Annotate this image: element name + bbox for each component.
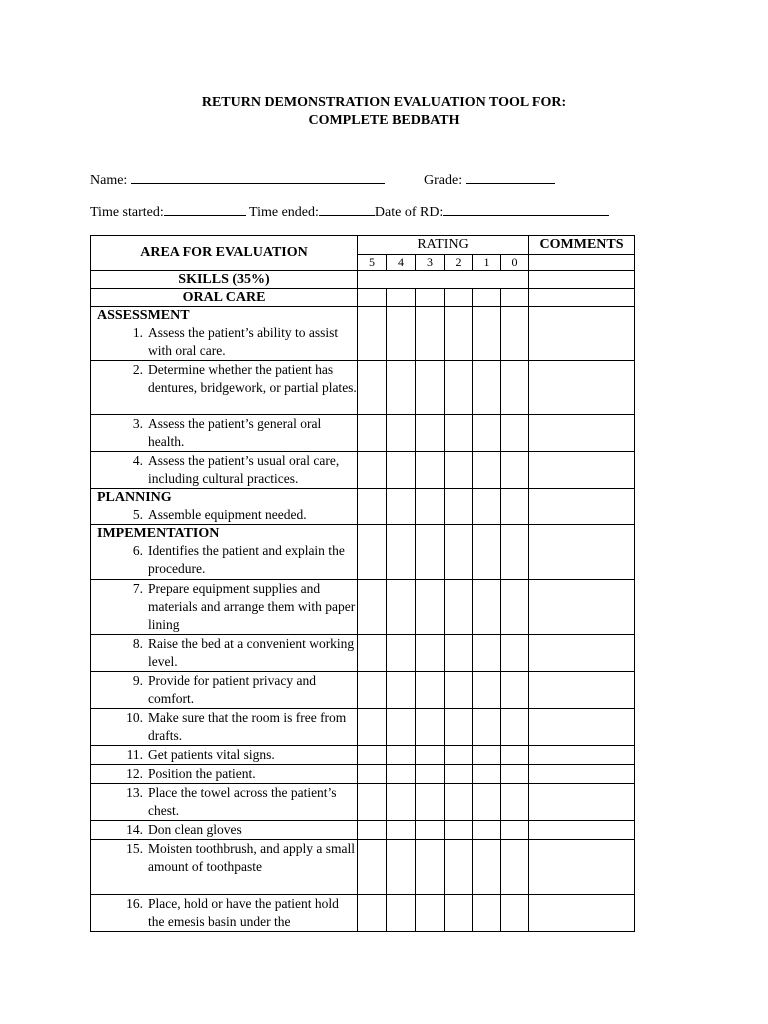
section-heading: PLANNING bbox=[97, 490, 172, 505]
grade-field bbox=[424, 171, 555, 189]
list-item bbox=[91, 361, 357, 397]
item-number: 15. bbox=[126, 841, 143, 856]
list-item bbox=[91, 840, 357, 876]
rating-scale-4: 4 bbox=[387, 255, 416, 271]
table-row bbox=[91, 746, 635, 765]
rating-cell-1[interactable] bbox=[473, 672, 501, 709]
name-blank[interactable] bbox=[131, 171, 385, 184]
list-item bbox=[91, 709, 357, 745]
rating-cell-3[interactable] bbox=[416, 765, 445, 784]
item-number: 1. bbox=[132, 325, 143, 340]
rating-cell-3[interactable] bbox=[416, 580, 445, 635]
rating-header: RATING bbox=[358, 236, 529, 255]
evaluation-item-cell bbox=[91, 784, 358, 821]
item-number: 7. bbox=[132, 581, 143, 596]
rating-cell-3[interactable] bbox=[416, 821, 445, 840]
rating-cell-3[interactable] bbox=[416, 525, 445, 580]
evaluation-item-cell bbox=[91, 307, 358, 361]
evaluation-item-cell bbox=[91, 580, 358, 635]
category-label: ORAL CARE bbox=[91, 289, 358, 307]
rating-cell-3[interactable] bbox=[416, 307, 445, 361]
evaluation-item-cell bbox=[91, 361, 358, 415]
table-row bbox=[91, 672, 635, 709]
list-item bbox=[91, 506, 357, 524]
rating-cell-5[interactable] bbox=[358, 307, 387, 361]
rating-cell-2[interactable] bbox=[445, 840, 473, 895]
rating-scale-0: 0 bbox=[501, 255, 529, 271]
rating-cell-2[interactable] bbox=[445, 580, 473, 635]
rating-cell-4[interactable] bbox=[387, 307, 416, 361]
item-number: 6. bbox=[132, 543, 143, 558]
item-number: 3. bbox=[132, 416, 143, 431]
rating-cell-2[interactable] bbox=[445, 672, 473, 709]
rating-cell-3[interactable] bbox=[416, 840, 445, 895]
item-number: 10. bbox=[126, 710, 143, 725]
evaluation-table bbox=[90, 235, 635, 932]
rating-cell-1[interactable] bbox=[473, 525, 501, 580]
rating-cell-2[interactable] bbox=[445, 784, 473, 821]
rating-cell-1[interactable] bbox=[473, 361, 501, 415]
rating-cell-5[interactable] bbox=[358, 672, 387, 709]
comments-cell[interactable] bbox=[529, 307, 635, 361]
rating-cell-3[interactable] bbox=[416, 672, 445, 709]
item-text: Place the towel across the patient’s chest. bbox=[148, 785, 337, 818]
item-text: Determine whether the patient has dentures, bridgework, or partial plates. bbox=[148, 362, 357, 395]
rating-scale-1: 1 bbox=[473, 255, 501, 271]
evaluation-item-cell bbox=[91, 765, 358, 784]
rating-cell-2[interactable] bbox=[445, 361, 473, 415]
table-row bbox=[91, 452, 635, 489]
category-comments-cell bbox=[529, 289, 635, 307]
rating-cell-2[interactable] bbox=[445, 765, 473, 784]
evaluation-item-cell bbox=[91, 840, 358, 895]
table-row bbox=[91, 580, 635, 635]
list-item bbox=[91, 821, 357, 839]
comments-cell[interactable] bbox=[529, 746, 635, 765]
rating-cell-4[interactable] bbox=[387, 489, 416, 525]
item-text: Place, hold or have the patient hold the emesis basin under the bbox=[148, 896, 339, 929]
comments-cell[interactable] bbox=[529, 672, 635, 709]
skills-rating-cell bbox=[358, 271, 529, 289]
comments-cell[interactable] bbox=[529, 765, 635, 784]
time-ended-blank[interactable] bbox=[319, 203, 375, 216]
rating-cell-0[interactable] bbox=[501, 580, 529, 635]
rating-cell-0[interactable] bbox=[501, 784, 529, 821]
rating-cell-5[interactable] bbox=[358, 784, 387, 821]
rating-cell-4[interactable] bbox=[387, 765, 416, 784]
rating-cell-3[interactable] bbox=[416, 895, 445, 932]
rating-cell-1[interactable] bbox=[473, 307, 501, 361]
list-item bbox=[91, 765, 357, 783]
list-item bbox=[91, 415, 357, 451]
evaluation-item-cell bbox=[91, 672, 358, 709]
table-row bbox=[91, 895, 635, 932]
rating-cell-1[interactable] bbox=[473, 635, 501, 672]
comments-cell[interactable] bbox=[529, 784, 635, 821]
rating-cell-4[interactable] bbox=[387, 709, 416, 746]
table-row bbox=[91, 784, 635, 821]
table-row bbox=[91, 361, 635, 415]
list-item bbox=[91, 580, 357, 634]
list-item bbox=[91, 542, 357, 578]
rating-cell-2[interactable] bbox=[445, 489, 473, 525]
item-text: Assess the patient’s ability to assist with oral care. bbox=[148, 325, 339, 358]
table-row bbox=[91, 525, 635, 580]
comments-cell[interactable] bbox=[529, 821, 635, 840]
time-started-blank[interactable] bbox=[164, 203, 246, 216]
item-text: Provide for patient privacy and comfort. bbox=[148, 673, 316, 706]
comments-cell[interactable] bbox=[529, 452, 635, 489]
item-number: 4. bbox=[132, 453, 143, 468]
rating-cell-4[interactable] bbox=[387, 580, 416, 635]
rating-cell-2[interactable] bbox=[445, 709, 473, 746]
item-text: Get patients vital signs. bbox=[148, 747, 275, 762]
comments-cell[interactable] bbox=[529, 525, 635, 580]
rating-cell-3[interactable] bbox=[416, 452, 445, 489]
rating-cell-4[interactable] bbox=[387, 361, 416, 415]
rating-cell-5[interactable] bbox=[358, 821, 387, 840]
item-number: 11. bbox=[126, 747, 143, 762]
category-rating-cell bbox=[358, 289, 387, 307]
rating-cell-0[interactable] bbox=[501, 672, 529, 709]
table-row bbox=[91, 415, 635, 452]
rating-cell-0[interactable] bbox=[501, 307, 529, 361]
rating-cell-4[interactable] bbox=[387, 415, 416, 452]
rating-cell-1[interactable] bbox=[473, 821, 501, 840]
rating-cell-5[interactable] bbox=[358, 489, 387, 525]
item-text: Assemble equipment needed. bbox=[148, 507, 307, 522]
rating-cell-2[interactable] bbox=[445, 635, 473, 672]
rating-cell-0[interactable] bbox=[501, 840, 529, 895]
rating-cell-5[interactable] bbox=[358, 746, 387, 765]
comments-header-blank bbox=[529, 255, 635, 271]
rating-cell-0[interactable] bbox=[501, 821, 529, 840]
rating-cell-3[interactable] bbox=[416, 415, 445, 452]
item-text: Raise the bed at a convenient working level. bbox=[148, 636, 355, 669]
list-item bbox=[91, 452, 357, 488]
rating-cell-4[interactable] bbox=[387, 635, 416, 672]
evaluation-item-cell bbox=[91, 895, 358, 932]
rating-cell-5[interactable] bbox=[358, 709, 387, 746]
rating-cell-1[interactable] bbox=[473, 709, 501, 746]
rating-cell-2[interactable] bbox=[445, 821, 473, 840]
item-number: 12. bbox=[126, 766, 143, 781]
time-date-fields bbox=[90, 203, 609, 221]
rating-cell-3[interactable] bbox=[416, 489, 445, 525]
rating-cell-2[interactable] bbox=[445, 525, 473, 580]
rating-cell-1[interactable] bbox=[473, 784, 501, 821]
category-rating-cell bbox=[473, 289, 501, 307]
item-text: Don clean gloves bbox=[148, 822, 242, 837]
item-number: 9. bbox=[132, 673, 143, 688]
comments-header: COMMENTS bbox=[529, 236, 635, 255]
rating-cell-2[interactable] bbox=[445, 307, 473, 361]
rating-cell-0[interactable] bbox=[501, 525, 529, 580]
skills-label: SKILLS (35%) bbox=[91, 271, 358, 289]
comments-cell[interactable] bbox=[529, 415, 635, 452]
rating-cell-0[interactable] bbox=[501, 489, 529, 525]
name-label: Name: bbox=[90, 173, 128, 188]
rating-cell-4[interactable] bbox=[387, 895, 416, 932]
rating-cell-1[interactable] bbox=[473, 895, 501, 932]
document-title-line-2: COMPLETE BEDBATH bbox=[308, 113, 460, 128]
item-text: Identifies the patient and explain the procedure. bbox=[148, 543, 345, 576]
rating-cell-0[interactable] bbox=[501, 765, 529, 784]
rating-cell-3[interactable] bbox=[416, 361, 445, 415]
rating-cell-3[interactable] bbox=[416, 635, 445, 672]
evaluation-item-cell bbox=[91, 489, 358, 525]
rating-cell-1[interactable] bbox=[473, 489, 501, 525]
rating-cell-0[interactable] bbox=[501, 709, 529, 746]
grade-blank[interactable] bbox=[466, 171, 555, 184]
rating-cell-2[interactable] bbox=[445, 452, 473, 489]
item-number: 14. bbox=[126, 822, 143, 837]
evaluation-item-cell bbox=[91, 525, 358, 580]
rating-cell-5[interactable] bbox=[358, 635, 387, 672]
rating-cell-1[interactable] bbox=[473, 452, 501, 489]
rating-cell-5[interactable] bbox=[358, 580, 387, 635]
evaluation-item-cell bbox=[91, 452, 358, 489]
evaluation-item-cell bbox=[91, 821, 358, 840]
date-label: Date of RD: bbox=[374, 205, 444, 220]
time-ended-label: Time ended: bbox=[249, 205, 319, 220]
list-item bbox=[91, 784, 357, 820]
rating-cell-3[interactable] bbox=[416, 784, 445, 821]
list-item bbox=[91, 324, 357, 360]
comments-cell[interactable] bbox=[529, 361, 635, 415]
table-row bbox=[91, 489, 635, 525]
comments-cell[interactable] bbox=[529, 709, 635, 746]
table-row bbox=[91, 307, 635, 361]
item-text: Make sure that the room is free from drafts. bbox=[148, 710, 347, 743]
table-row bbox=[91, 765, 635, 784]
rating-cell-4[interactable] bbox=[387, 840, 416, 895]
item-text: Prepare equipment supplies and materials and arrange them with paper lining bbox=[148, 581, 356, 632]
category-rating-cell bbox=[445, 289, 473, 307]
table-row bbox=[91, 709, 635, 746]
rating-cell-0[interactable] bbox=[501, 415, 529, 452]
rating-cell-4[interactable] bbox=[387, 452, 416, 489]
item-text: Assess the patient’s usual oral care, including cultural practices. bbox=[148, 453, 340, 486]
rating-cell-1[interactable] bbox=[473, 746, 501, 765]
table-row bbox=[91, 840, 635, 895]
rating-cell-3[interactable] bbox=[416, 746, 445, 765]
rating-cell-5[interactable] bbox=[358, 415, 387, 452]
item-number: 2. bbox=[132, 362, 143, 377]
evaluation-item-cell bbox=[91, 746, 358, 765]
rating-scale-5: 5 bbox=[358, 255, 387, 271]
rating-cell-5[interactable] bbox=[358, 895, 387, 932]
category-rating-cell bbox=[501, 289, 529, 307]
evaluation-item-cell bbox=[91, 415, 358, 452]
rating-cell-0[interactable] bbox=[501, 361, 529, 415]
rating-cell-4[interactable] bbox=[387, 672, 416, 709]
rating-scale-3: 3 bbox=[416, 255, 445, 271]
time-started-label: Time started: bbox=[90, 205, 164, 220]
list-item bbox=[91, 635, 357, 671]
rating-cell-5[interactable] bbox=[358, 525, 387, 580]
rating-cell-0[interactable] bbox=[501, 452, 529, 489]
item-text: Moisten toothbrush, and apply a small amount of toothpaste bbox=[148, 841, 355, 874]
rating-cell-0[interactable] bbox=[501, 895, 529, 932]
item-text: Position the patient. bbox=[148, 766, 256, 781]
rating-cell-5[interactable] bbox=[358, 765, 387, 784]
item-number: 13. bbox=[126, 785, 143, 800]
date-blank[interactable] bbox=[443, 203, 609, 216]
rating-cell-0[interactable] bbox=[501, 746, 529, 765]
comments-cell[interactable] bbox=[529, 840, 635, 895]
rating-cell-1[interactable] bbox=[473, 415, 501, 452]
list-item bbox=[91, 746, 357, 764]
section-heading: IMPEMENTATION bbox=[97, 526, 220, 541]
rating-cell-2[interactable] bbox=[445, 415, 473, 452]
item-number: 5. bbox=[132, 507, 143, 522]
rating-cell-4[interactable] bbox=[387, 821, 416, 840]
rating-cell-5[interactable] bbox=[358, 452, 387, 489]
comments-cell[interactable] bbox=[529, 580, 635, 635]
evaluation-item-cell bbox=[91, 635, 358, 672]
rating-cell-4[interactable] bbox=[387, 746, 416, 765]
comments-cell[interactable] bbox=[529, 895, 635, 932]
rating-cell-5[interactable] bbox=[358, 361, 387, 415]
rating-cell-1[interactable] bbox=[473, 765, 501, 784]
list-item bbox=[91, 895, 357, 931]
area-header: AREA FOR EVALUATION bbox=[91, 236, 358, 271]
rating-cell-3[interactable] bbox=[416, 709, 445, 746]
grade-label: Grade: bbox=[424, 173, 463, 188]
rating-cell-0[interactable] bbox=[501, 635, 529, 672]
rating-scale-2: 2 bbox=[445, 255, 473, 271]
name-field bbox=[90, 171, 385, 189]
rating-cell-1[interactable] bbox=[473, 580, 501, 635]
rating-cell-2[interactable] bbox=[445, 746, 473, 765]
rating-cell-4[interactable] bbox=[387, 784, 416, 821]
rating-cell-1[interactable] bbox=[473, 840, 501, 895]
section-heading: ASSESSMENT bbox=[97, 308, 190, 323]
item-number: 8. bbox=[132, 636, 143, 651]
table-row bbox=[91, 821, 635, 840]
evaluation-item-cell bbox=[91, 709, 358, 746]
document-title-line-1: RETURN DEMONSTRATION EVALUATION TOOL FOR: bbox=[201, 95, 567, 110]
list-item bbox=[91, 672, 357, 708]
rating-cell-2[interactable] bbox=[445, 895, 473, 932]
item-text: Assess the patient’s general oral health. bbox=[148, 416, 322, 449]
rating-cell-5[interactable] bbox=[358, 840, 387, 895]
comments-cell[interactable] bbox=[529, 489, 635, 525]
skills-comments-cell bbox=[529, 271, 635, 289]
table-row bbox=[91, 635, 635, 672]
category-rating-cell bbox=[416, 289, 445, 307]
rating-cell-4[interactable] bbox=[387, 525, 416, 580]
item-number: 16. bbox=[126, 896, 143, 911]
category-rating-cell bbox=[387, 289, 416, 307]
comments-cell[interactable] bbox=[529, 635, 635, 672]
